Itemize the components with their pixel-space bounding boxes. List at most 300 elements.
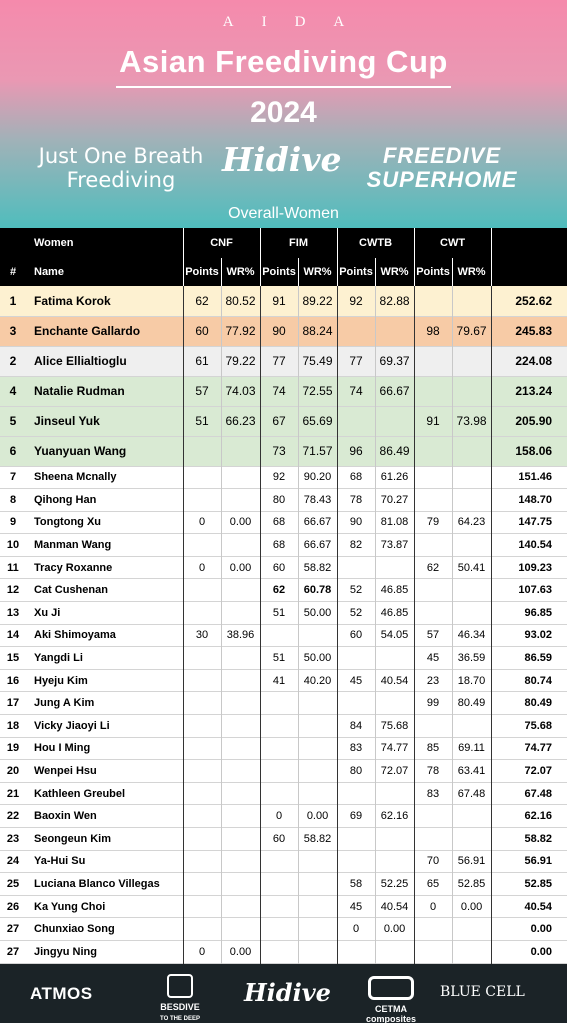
fim-p-cell: 51 bbox=[260, 602, 298, 625]
header-cwtb: CWTB bbox=[337, 228, 414, 258]
table-row bbox=[0, 850, 567, 873]
cwt-p-cell bbox=[414, 346, 452, 376]
athlete-name-cell: Alice Ellialtioglu bbox=[34, 354, 127, 368]
header-rank: # bbox=[9, 266, 17, 278]
cwtb-p-cell: 69 bbox=[337, 805, 375, 828]
cwtb-wr-cell: 69.37 bbox=[375, 346, 414, 376]
cwtb-p-cell: 78 bbox=[337, 489, 375, 512]
cwt-wr-cell bbox=[452, 466, 491, 489]
cnf-wr-cell bbox=[221, 895, 260, 918]
header-cnf-wr: WR% bbox=[221, 258, 260, 286]
total-points-cell: 147.75 bbox=[491, 511, 567, 534]
cnf-p-cell bbox=[183, 895, 221, 918]
fim-wr-cell: 89.22 bbox=[298, 286, 337, 316]
fim-wr-cell: 90.20 bbox=[298, 466, 337, 489]
cnf-wr-cell: 80.52 bbox=[221, 286, 260, 316]
cnf-p-cell: 0 bbox=[183, 511, 221, 534]
cnf-p-cell bbox=[183, 436, 221, 466]
header-banner bbox=[0, 0, 567, 228]
table-row bbox=[0, 669, 567, 692]
athlete-name-cell: Fatima Korok bbox=[34, 293, 111, 308]
rank-cell: 22 bbox=[6, 810, 20, 823]
cwt-p-cell: 83 bbox=[414, 782, 452, 805]
fim-p-cell: 77 bbox=[260, 346, 298, 376]
cwtb-p-cell: 60 bbox=[337, 624, 375, 647]
table-row bbox=[0, 692, 567, 715]
cnf-wr-cell bbox=[221, 760, 260, 783]
rank-cell: 23 bbox=[6, 832, 20, 845]
cwtb-wr-cell bbox=[375, 647, 414, 670]
header-total-empty bbox=[491, 228, 567, 258]
total-points-cell: 58.82 bbox=[491, 828, 567, 851]
cwt-p-cell bbox=[414, 466, 452, 489]
cwt-p-cell: 57 bbox=[414, 624, 452, 647]
header-cnf-points: Points bbox=[183, 258, 221, 286]
cwtb-wr-cell bbox=[375, 316, 414, 346]
athlete-name-cell: Jingyu Ning bbox=[34, 945, 97, 958]
cnf-p-cell: 57 bbox=[183, 376, 221, 406]
fim-wr-cell: 50.00 bbox=[298, 647, 337, 670]
cwtb-wr-cell bbox=[375, 406, 414, 436]
table-row bbox=[0, 534, 567, 557]
cnf-p-cell bbox=[183, 602, 221, 625]
cnf-wr-cell bbox=[221, 534, 260, 557]
cwtb-wr-cell bbox=[375, 828, 414, 851]
cwtb-p-cell bbox=[337, 850, 375, 873]
athlete-name-cell: Aki Shimoyama bbox=[34, 629, 116, 642]
total-points-cell: 158.06 bbox=[491, 436, 567, 466]
rank-cell: 6 bbox=[9, 444, 17, 458]
cwtb-p-cell: 74 bbox=[337, 376, 375, 406]
cwtb-p-cell: 45 bbox=[337, 669, 375, 692]
title-divider bbox=[116, 86, 451, 88]
fim-p-cell: 73 bbox=[260, 436, 298, 466]
cwt-p-cell bbox=[414, 376, 452, 406]
cwtb-wr-cell bbox=[375, 556, 414, 579]
cwt-p-cell: 79 bbox=[414, 511, 452, 534]
cwtb-wr-cell: 81.08 bbox=[375, 511, 414, 534]
fim-wr-cell bbox=[298, 715, 337, 738]
rank-cell: 2 bbox=[9, 354, 17, 368]
rank-cell: 7 bbox=[9, 471, 17, 484]
cwtb-wr-cell: 46.85 bbox=[375, 579, 414, 602]
cwt-p-cell bbox=[414, 286, 452, 316]
cwt-wr-cell bbox=[452, 715, 491, 738]
cnf-wr-cell bbox=[221, 828, 260, 851]
cnf-p-cell bbox=[183, 805, 221, 828]
cwt-p-cell: 70 bbox=[414, 850, 452, 873]
rank-cell: 15 bbox=[6, 652, 20, 665]
cnf-p-cell: 60 bbox=[183, 316, 221, 346]
cnf-p-cell bbox=[183, 466, 221, 489]
cwtb-p-cell bbox=[337, 940, 375, 963]
cnf-wr-cell bbox=[221, 850, 260, 873]
athlete-name-cell: Baoxin Wen bbox=[34, 810, 97, 823]
event-year: 2024 bbox=[250, 96, 317, 129]
cwt-wr-cell: 50.41 bbox=[452, 556, 491, 579]
cwt-wr-cell: 52.85 bbox=[452, 873, 491, 896]
table-row bbox=[0, 940, 567, 963]
athlete-name-cell: Hyeju Kim bbox=[34, 674, 88, 687]
total-points-cell: 140.54 bbox=[491, 534, 567, 557]
cnf-wr-cell: 0.00 bbox=[221, 511, 260, 534]
fim-wr-cell: 66.67 bbox=[298, 511, 337, 534]
sponsor-hidive: Hidive bbox=[222, 140, 342, 179]
header-total bbox=[491, 258, 567, 286]
cnf-wr-cell bbox=[221, 737, 260, 760]
fim-wr-cell: 58.82 bbox=[298, 556, 337, 579]
athlete-name-cell: Chunxiao Song bbox=[34, 923, 115, 936]
fim-wr-cell bbox=[298, 918, 337, 941]
cwtb-p-cell: 52 bbox=[337, 579, 375, 602]
cwt-p-cell: 91 bbox=[414, 406, 452, 436]
table-row bbox=[0, 647, 567, 670]
cwt-p-cell: 0 bbox=[414, 895, 452, 918]
rank-cell: 10 bbox=[6, 539, 20, 552]
cwtb-p-cell: 0 bbox=[337, 918, 375, 941]
athlete-name-cell: Natalie Rudman bbox=[34, 384, 125, 398]
sponsor-footer bbox=[0, 964, 567, 1023]
fim-wr-cell bbox=[298, 782, 337, 805]
cwt-wr-cell bbox=[452, 286, 491, 316]
rank-cell: 20 bbox=[6, 765, 20, 778]
fim-p-cell: 91 bbox=[260, 286, 298, 316]
fim-wr-cell: 58.82 bbox=[298, 828, 337, 851]
total-points-cell: 224.08 bbox=[491, 346, 567, 376]
cwtb-wr-cell: 0.00 bbox=[375, 918, 414, 941]
total-points-cell: 96.85 bbox=[491, 602, 567, 625]
results-table bbox=[0, 228, 567, 964]
header-fim: FIM bbox=[260, 228, 337, 258]
cnf-wr-cell bbox=[221, 918, 260, 941]
cwtb-wr-cell: 66.67 bbox=[375, 376, 414, 406]
cnf-p-cell bbox=[183, 760, 221, 783]
cnf-p-cell bbox=[183, 782, 221, 805]
header-cwt-wr: WR% bbox=[452, 258, 491, 286]
cwtb-wr-cell: 40.54 bbox=[375, 895, 414, 918]
fim-p-cell: 60 bbox=[260, 556, 298, 579]
fim-p-cell: 74 bbox=[260, 376, 298, 406]
cnf-wr-cell bbox=[221, 436, 260, 466]
cnf-p-cell bbox=[183, 850, 221, 873]
cwt-p-cell bbox=[414, 828, 452, 851]
cnf-p-cell: 0 bbox=[183, 556, 221, 579]
cwt-p-cell bbox=[414, 489, 452, 512]
total-points-cell: 93.02 bbox=[491, 624, 567, 647]
cwtb-p-cell bbox=[337, 406, 375, 436]
cwtb-p-cell bbox=[337, 556, 375, 579]
cnf-p-cell bbox=[183, 873, 221, 896]
cnf-p-cell bbox=[183, 534, 221, 557]
cnf-wr-cell bbox=[221, 466, 260, 489]
cwtb-p-cell: 83 bbox=[337, 737, 375, 760]
total-points-cell: 148.70 bbox=[491, 489, 567, 512]
cnf-p-cell bbox=[183, 669, 221, 692]
total-points-cell: 0.00 bbox=[491, 940, 567, 963]
cwtb-p-cell: 45 bbox=[337, 895, 375, 918]
total-points-cell: 74.77 bbox=[491, 737, 567, 760]
cnf-wr-cell bbox=[221, 805, 260, 828]
rank-cell: 8 bbox=[9, 493, 17, 506]
header-women: Women bbox=[34, 237, 74, 249]
cwt-wr-cell bbox=[452, 918, 491, 941]
cwt-wr-cell: 79.67 bbox=[452, 316, 491, 346]
fim-wr-cell: 65.69 bbox=[298, 406, 337, 436]
cwtb-p-cell bbox=[337, 692, 375, 715]
cwt-wr-cell: 18.70 bbox=[452, 669, 491, 692]
cnf-p-cell bbox=[183, 579, 221, 602]
cwt-p-cell: 45 bbox=[414, 647, 452, 670]
fim-p-cell bbox=[260, 782, 298, 805]
cnf-wr-cell bbox=[221, 602, 260, 625]
cwtb-wr-cell: 75.68 bbox=[375, 715, 414, 738]
cwtb-p-cell: 80 bbox=[337, 760, 375, 783]
cwt-wr-cell: 56.91 bbox=[452, 850, 491, 873]
sponsor-just-one-breath: Just One Breath Freediving bbox=[38, 144, 204, 192]
atmos-logo: ATMOS bbox=[30, 984, 93, 1003]
rank-cell: 9 bbox=[9, 516, 17, 529]
cnf-wr-cell bbox=[221, 579, 260, 602]
rank-cell: 12 bbox=[6, 584, 20, 597]
fim-p-cell: 92 bbox=[260, 466, 298, 489]
cwtb-wr-cell bbox=[375, 850, 414, 873]
fim-p-cell bbox=[260, 895, 298, 918]
athlete-name-cell: Yangdi Li bbox=[34, 652, 83, 665]
cnf-wr-cell bbox=[221, 873, 260, 896]
cwt-wr-cell: 69.11 bbox=[452, 737, 491, 760]
table-row bbox=[0, 624, 567, 647]
table-row bbox=[0, 782, 567, 805]
header-cnf: CNF bbox=[183, 228, 260, 258]
fim-p-cell: 60 bbox=[260, 828, 298, 851]
cetma-logo bbox=[358, 976, 424, 1024]
total-points-cell: 107.63 bbox=[491, 579, 567, 602]
rank-cell: 27 bbox=[6, 923, 20, 936]
fim-p-cell bbox=[260, 850, 298, 873]
cwtb-wr-cell: 72.07 bbox=[375, 760, 414, 783]
fim-p-cell bbox=[260, 692, 298, 715]
rank-cell: 13 bbox=[6, 606, 20, 619]
total-points-cell: 245.83 bbox=[491, 316, 567, 346]
cnf-p-cell: 30 bbox=[183, 624, 221, 647]
header-cwtb-points: Points bbox=[337, 258, 375, 286]
fim-wr-cell: 40.20 bbox=[298, 669, 337, 692]
cwtb-wr-cell bbox=[375, 692, 414, 715]
fim-wr-cell: 88.24 bbox=[298, 316, 337, 346]
total-points-cell: 40.54 bbox=[491, 895, 567, 918]
cwt-wr-cell: 36.59 bbox=[452, 647, 491, 670]
athlete-name-cell: Tracy Roxanne bbox=[34, 561, 113, 574]
cnf-p-cell: 0 bbox=[183, 940, 221, 963]
rank-cell: 21 bbox=[6, 787, 20, 800]
total-points-cell: 86.59 bbox=[491, 647, 567, 670]
cwt-p-cell bbox=[414, 940, 452, 963]
cwtb-wr-cell: 73.87 bbox=[375, 534, 414, 557]
table-row bbox=[0, 873, 567, 896]
cwt-p-cell bbox=[414, 805, 452, 828]
rank-cell: 16 bbox=[6, 674, 20, 687]
table-row bbox=[0, 918, 567, 941]
total-points-cell: 67.48 bbox=[491, 782, 567, 805]
rank-cell: 27 bbox=[6, 945, 20, 958]
cnf-wr-cell: 77.92 bbox=[221, 316, 260, 346]
fim-wr-cell: 72.55 bbox=[298, 376, 337, 406]
hidive-footer-logo: Hidive bbox=[244, 978, 331, 1007]
besdive-tagline: TO THE DEEP bbox=[160, 1016, 200, 1022]
cwtb-p-cell: 58 bbox=[337, 873, 375, 896]
header-fim-wr: WR% bbox=[298, 258, 337, 286]
table-row bbox=[0, 556, 567, 579]
header-row-groups bbox=[0, 228, 567, 258]
fim-p-cell: 80 bbox=[260, 489, 298, 512]
athlete-name-cell: Ka Yung Choi bbox=[34, 900, 106, 913]
cwtb-wr-cell: 82.88 bbox=[375, 286, 414, 316]
table-row bbox=[0, 737, 567, 760]
cwtb-wr-cell: 52.25 bbox=[375, 873, 414, 896]
cwt-wr-cell bbox=[452, 346, 491, 376]
fim-wr-cell: 78.43 bbox=[298, 489, 337, 512]
fim-wr-cell: 60.78 bbox=[298, 579, 337, 602]
cnf-wr-cell bbox=[221, 692, 260, 715]
athlete-name-cell: Yuanyuan Wang bbox=[34, 444, 127, 458]
fim-p-cell bbox=[260, 873, 298, 896]
cwtb-wr-cell: 62.16 bbox=[375, 805, 414, 828]
cwtb-p-cell bbox=[337, 647, 375, 670]
cwt-wr-cell bbox=[452, 489, 491, 512]
cwt-p-cell bbox=[414, 918, 452, 941]
cnf-wr-cell bbox=[221, 669, 260, 692]
rank-cell: 14 bbox=[6, 629, 20, 642]
athlete-name-cell: Wenpei Hsu bbox=[34, 765, 97, 778]
rank-cell: 4 bbox=[9, 384, 17, 398]
cwtb-p-cell: 82 bbox=[337, 534, 375, 557]
fim-wr-cell bbox=[298, 624, 337, 647]
cwt-wr-cell: 63.41 bbox=[452, 760, 491, 783]
fim-wr-cell bbox=[298, 850, 337, 873]
table-row bbox=[0, 895, 567, 918]
cnf-wr-cell: 74.03 bbox=[221, 376, 260, 406]
athlete-name-cell: Kathleen Greubel bbox=[34, 787, 126, 800]
rank-cell: 18 bbox=[6, 719, 20, 732]
fim-wr-cell: 75.49 bbox=[298, 346, 337, 376]
header-cwtb-wr: WR% bbox=[375, 258, 414, 286]
cwtb-wr-cell: 74.77 bbox=[375, 737, 414, 760]
fim-p-cell: 68 bbox=[260, 534, 298, 557]
fim-p-cell: 0 bbox=[260, 805, 298, 828]
cwtb-p-cell: 90 bbox=[337, 511, 375, 534]
athlete-name-cell: Sheena Mcnally bbox=[34, 471, 117, 484]
cwt-wr-cell bbox=[452, 805, 491, 828]
cwtb-p-cell: 52 bbox=[337, 602, 375, 625]
cwt-wr-cell bbox=[452, 602, 491, 625]
athlete-name-cell: Vicky Jiaoyi Li bbox=[34, 719, 110, 732]
total-points-cell: 72.07 bbox=[491, 760, 567, 783]
total-points-cell: 56.91 bbox=[491, 850, 567, 873]
fim-wr-cell: 66.67 bbox=[298, 534, 337, 557]
cwt-p-cell: 85 bbox=[414, 737, 452, 760]
cwt-p-cell: 78 bbox=[414, 760, 452, 783]
cwt-wr-cell: 64.23 bbox=[452, 511, 491, 534]
table-row bbox=[0, 602, 567, 625]
cnf-wr-cell bbox=[221, 489, 260, 512]
table-row bbox=[0, 376, 567, 406]
fim-wr-cell bbox=[298, 895, 337, 918]
cnf-p-cell: 61 bbox=[183, 346, 221, 376]
header-cwt-points: Points bbox=[414, 258, 452, 286]
cnf-p-cell: 62 bbox=[183, 286, 221, 316]
fim-p-cell bbox=[260, 918, 298, 941]
fim-p-cell: 67 bbox=[260, 406, 298, 436]
fim-wr-cell bbox=[298, 737, 337, 760]
fim-p-cell bbox=[260, 737, 298, 760]
table-row bbox=[0, 579, 567, 602]
athlete-name-cell: Xu Ji bbox=[34, 606, 61, 619]
cnf-wr-cell: 66.23 bbox=[221, 406, 260, 436]
cwt-p-cell: 98 bbox=[414, 316, 452, 346]
fim-p-cell bbox=[260, 715, 298, 738]
table-row bbox=[0, 316, 567, 346]
athlete-name-cell: Enchante Gallardo bbox=[34, 324, 141, 338]
fim-wr-cell: 0.00 bbox=[298, 805, 337, 828]
table-row bbox=[0, 715, 567, 738]
total-points-cell: 109.23 bbox=[491, 556, 567, 579]
fim-wr-cell bbox=[298, 940, 337, 963]
fim-p-cell bbox=[260, 760, 298, 783]
athlete-name-cell: Jinseul Yuk bbox=[34, 414, 100, 428]
athlete-name-cell: Seongeun Kim bbox=[34, 832, 112, 845]
total-points-cell: 62.16 bbox=[491, 805, 567, 828]
athlete-name-cell: Cat Cushenan bbox=[34, 584, 108, 597]
cnf-wr-cell bbox=[221, 782, 260, 805]
cwt-p-cell bbox=[414, 534, 452, 557]
fim-p-cell: 90 bbox=[260, 316, 298, 346]
cwt-p-cell: 23 bbox=[414, 669, 452, 692]
table-row bbox=[0, 828, 567, 851]
ranking-subtitle: Overall-Women bbox=[228, 205, 339, 222]
total-points-cell: 205.90 bbox=[491, 406, 567, 436]
fim-p-cell bbox=[260, 624, 298, 647]
cnf-p-cell: 51 bbox=[183, 406, 221, 436]
cnf-p-cell bbox=[183, 737, 221, 760]
cwt-p-cell: 99 bbox=[414, 692, 452, 715]
cwtb-wr-cell bbox=[375, 782, 414, 805]
cwt-wr-cell bbox=[452, 534, 491, 557]
fim-wr-cell: 71.57 bbox=[298, 436, 337, 466]
cwtb-p-cell: 92 bbox=[337, 286, 375, 316]
total-points-cell: 213.24 bbox=[491, 376, 567, 406]
athlete-name-cell: Luciana Blanco Villegas bbox=[34, 877, 160, 890]
athlete-name-cell: Tongtong Xu bbox=[34, 516, 101, 529]
cwt-wr-cell bbox=[452, 376, 491, 406]
table-row bbox=[0, 286, 567, 316]
aida-logo: AIDA bbox=[222, 14, 373, 30]
fim-wr-cell: 50.00 bbox=[298, 602, 337, 625]
cwtb-wr-cell: 40.54 bbox=[375, 669, 414, 692]
total-points-cell: 80.49 bbox=[491, 692, 567, 715]
table-row bbox=[0, 805, 567, 828]
cwt-p-cell bbox=[414, 436, 452, 466]
fim-p-cell bbox=[260, 940, 298, 963]
cnf-wr-cell: 79.22 bbox=[221, 346, 260, 376]
cnf-p-cell bbox=[183, 489, 221, 512]
cnf-wr-cell: 0.00 bbox=[221, 940, 260, 963]
cwtb-p-cell: 68 bbox=[337, 466, 375, 489]
cnf-wr-cell bbox=[221, 715, 260, 738]
cnf-p-cell bbox=[183, 828, 221, 851]
cwt-p-cell: 65 bbox=[414, 873, 452, 896]
table-row bbox=[0, 346, 567, 376]
header-name: Name bbox=[34, 266, 64, 278]
